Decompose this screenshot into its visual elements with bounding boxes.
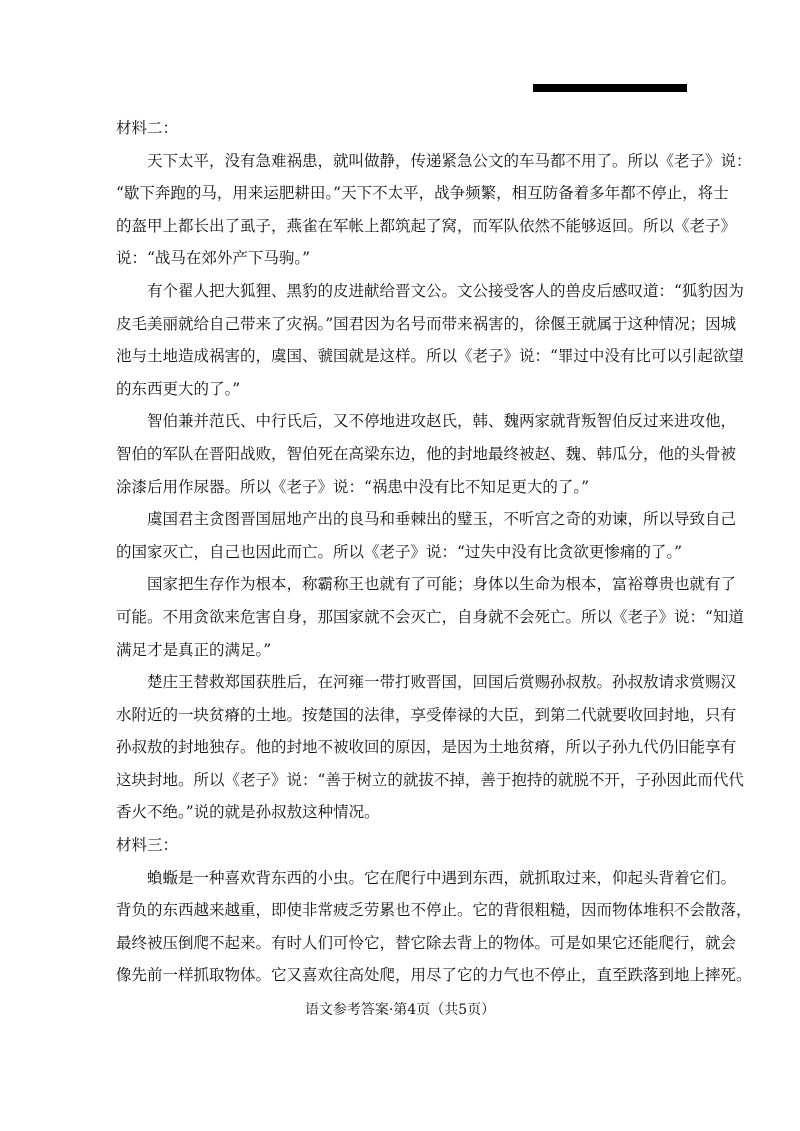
paragraph-line: 这块封地。所以《老子》说：“善于树立的就拔不掉，善于抱持的就脱不开，子孙因此而代代 [116, 770, 744, 789]
paragraph-line: 说：“战马在郊外产下马驹。” [116, 249, 311, 268]
answer-text [116, 112, 752, 992]
paragraph-line: 可能。不用贪欲来危害自身，那国家就不会灭亡，自身就不会死亡。所以《老子》说：“知道 [116, 607, 744, 626]
paragraph-line: 的盔甲上都长出了虱子，燕雀在军帐上都筑起了窝，而军队依然不能够返回。所以《老子》 [116, 216, 737, 235]
page-footer: 语文参考答案·第4页（共5页） [304, 1002, 496, 1018]
paragraph-line: 水附近的一块贫瘠的土地。按楚国的法律，享受俸禄的大臣，到第二代就要收回封地，只有 [116, 705, 737, 724]
paragraph-first-line: 蝜蝂是一种喜欢背东西的小虫。它在爬行中遇到东西，就抓取过来，仰起头背着它们。 [147, 868, 737, 887]
paragraph-line: 孙叔敖的封地独存。他的封地不被收回的原因，是因为土地贫瘠，所以子孙九代仍旧能享有 [116, 738, 737, 757]
paragraph-line: 像先前一样抓取物体。它又喜欢往高处爬，用尽了它的力气也不停止，直至跌落到地上摔死。 [116, 966, 752, 985]
paragraph-line: 最终被压倒爬不起来。有时人们可怜它，替它除去背上的物体。可是如果它还能爬行，就会 [116, 933, 737, 952]
section-heading: 材料二： [116, 119, 179, 137]
paragraph-line: 的东西更大的了。” [116, 379, 241, 398]
paragraph-line: 皮毛美丽就给自己带来了灾祸。”国君因为名号而带来祸害的，徐偃王就属于这种情况；因城 [116, 314, 737, 333]
paragraph-line: 满足才是真正的满足。” [116, 640, 272, 659]
paragraph-line: 香火不绝。”说的就是孙叔敖这种情况。 [116, 803, 380, 822]
paragraph-line: 智伯的军队在晋阳战败，智伯死在高梁东边，他的封地最终被赵、魏、韩瓜分，他的头骨被 [116, 444, 737, 463]
paragraph-line: 池与土地造成祸害的，虞国、虢国就是这样。所以《老子》说：“罪过中没有比可以引起欲望 [116, 347, 744, 366]
paragraph-first-line: 智伯兼并范氏、中行氏后，又不停地进攻赵氏，韩、魏两家就背叛智伯反过来进攻他， [147, 412, 737, 431]
paragraph-first-line: 虞国君主贪图晋国屈地产出的良马和垂棘出的璧玉，不听宫之奇的劝谏，所以导致自己 [147, 510, 737, 529]
paragraph-line: “歇下奔跑的马，用来运肥耕田。”天下不太平，战争频繁，相互防备着多年都不停止，将士 [116, 184, 729, 203]
paragraph-first-line: 楚庄王替救郑国获胜后，在河雍一带打败晋国，回国后赏赐孙叔敖。孙叔敖请求赏赐汉 [147, 673, 737, 692]
paragraph-first-line: 天下太平，没有急难祸患，就叫做静，传递紧急公文的车马都不用了。所以《老子》说： [147, 151, 752, 170]
paragraph-first-line: 国家把生存作为根本，称霸称王也就有了可能；身体以生命为根本，富裕尊贵也就有了 [147, 575, 737, 594]
header-bar [533, 84, 687, 92]
paragraph-line: 涂漆后用作尿器。所以《老子》说：“祸患中没有比不知足更大的了。” [116, 477, 590, 496]
paragraph-line: 的国家灭亡，自己也因此而亡。所以《老子》说：“过失中没有比贪欲更惨痛的了。” [116, 542, 683, 561]
section-heading: 材料三： [116, 836, 179, 855]
paragraph-line: 背负的东西越来越重，即使非常疲乏劳累也不停止。它的背很粗糙，因而物体堆积不会散落， [116, 901, 752, 920]
paragraph-first-line: 有个翟人把大狐狸、黑豹的皮进献给晋文公。文公接受客人的兽皮后感叹道：“狐豹因为 [147, 281, 744, 300]
